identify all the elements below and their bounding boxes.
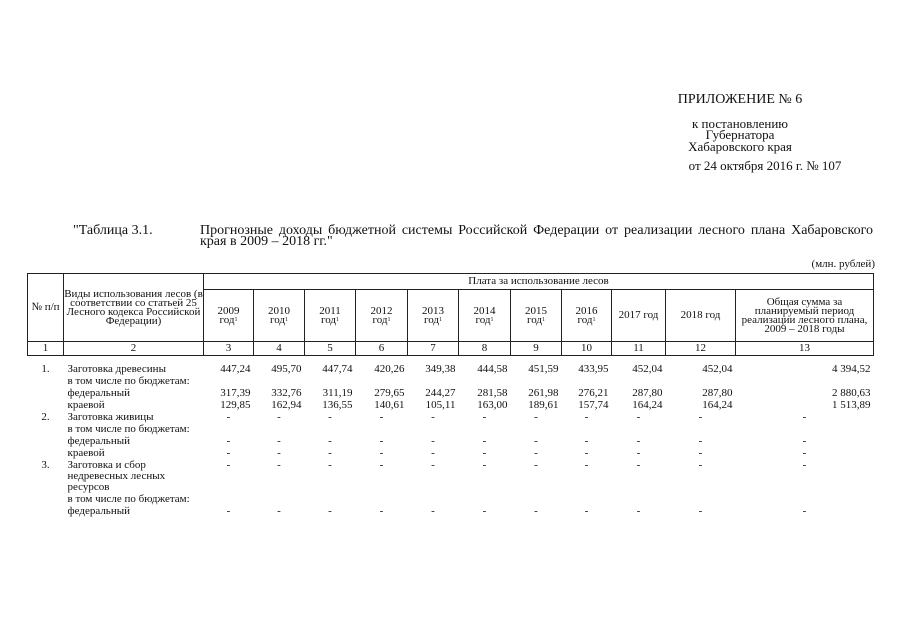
value-cell: 420,26 xyxy=(374,362,405,375)
value-cell: - xyxy=(698,458,703,471)
row-name: Заготовка древесины xyxy=(67,362,166,375)
total-cell xyxy=(736,423,874,435)
total-cell: - xyxy=(802,446,807,459)
table-caption-label: "Таблица 3.1. xyxy=(73,223,153,238)
appendix-line-to-resolution: к постановлению xyxy=(691,116,789,131)
row-number xyxy=(28,435,64,447)
row-name: краевой xyxy=(67,446,105,459)
units-label: (млн. рублей) xyxy=(811,258,875,270)
value-cell: - xyxy=(698,434,703,447)
value-cell: - xyxy=(277,458,281,471)
row-number xyxy=(28,505,64,517)
col-number: 9 xyxy=(511,342,562,356)
value-cell: - xyxy=(584,410,589,423)
total-cell xyxy=(736,375,874,387)
row-name: федеральный xyxy=(67,504,130,517)
value-cell: - xyxy=(698,446,703,459)
value-cell: - xyxy=(636,434,641,447)
value-cell: - xyxy=(482,446,487,459)
value-cell xyxy=(612,423,666,435)
table-row xyxy=(28,411,874,423)
value-cell xyxy=(254,493,305,505)
value-cell: 162,94 xyxy=(271,398,302,411)
col-header-year: 2016 год$^1$ xyxy=(562,290,612,342)
value-cell: 140,61 xyxy=(374,398,405,411)
col-number: 5 xyxy=(305,342,356,356)
row-number xyxy=(28,493,64,505)
value-cell: - xyxy=(328,504,332,517)
value-cell xyxy=(356,375,408,387)
value-cell: - xyxy=(277,504,281,517)
row-number: 1. xyxy=(41,362,50,375)
forest-revenue-table xyxy=(27,273,874,517)
value-cell: - xyxy=(482,434,487,447)
total-cell: - xyxy=(802,434,807,447)
table-row xyxy=(28,375,874,387)
value-cell: 447,24 xyxy=(220,362,251,375)
appendix-line-region: Хабаровского края xyxy=(688,139,792,154)
value-cell: - xyxy=(277,410,281,423)
value-cell xyxy=(459,493,511,505)
value-cell xyxy=(204,375,254,387)
row-number: 3. xyxy=(41,458,50,471)
value-cell: - xyxy=(379,434,384,447)
value-cell: - xyxy=(226,504,231,517)
value-cell: - xyxy=(482,458,487,471)
value-cell xyxy=(511,375,562,387)
value-cell: 279,65 xyxy=(374,386,405,399)
col-number: 10 xyxy=(562,342,612,356)
value-cell xyxy=(305,375,356,387)
row-name: в том числе по бюджетам: xyxy=(67,422,190,435)
value-cell: - xyxy=(698,410,703,423)
value-cell: 157,74 xyxy=(578,398,609,411)
row-name: федеральный xyxy=(67,386,130,399)
value-cell: - xyxy=(584,458,589,471)
col-number: 6 xyxy=(356,342,408,356)
value-cell xyxy=(562,423,612,435)
row-name: Заготовка и сбор недревесных лесных ресурсов xyxy=(67,458,166,493)
value-cell: 105,11 xyxy=(425,398,456,411)
value-cell: 287,80 xyxy=(702,386,733,399)
value-cell xyxy=(305,493,356,505)
total-cell: - xyxy=(802,410,807,423)
value-cell xyxy=(408,375,459,387)
value-cell: - xyxy=(482,504,487,517)
value-cell: 244,27 xyxy=(425,386,456,399)
value-cell: 317,39 xyxy=(220,386,251,399)
row-number: 2. xyxy=(41,410,50,423)
value-cell: 452,04 xyxy=(632,362,663,375)
table-row xyxy=(28,505,874,517)
total-cell xyxy=(736,493,874,505)
col-header-year: 2018 год xyxy=(666,290,736,342)
value-cell: 433,95 xyxy=(578,362,609,375)
value-cell: - xyxy=(534,446,538,459)
value-cell: 189,61 xyxy=(528,398,559,411)
total-cell: 4 394,52 xyxy=(832,362,871,375)
row-name: федеральный xyxy=(67,434,130,447)
appendix-title: ПРИЛОЖЕНИЕ № 6 xyxy=(677,92,803,107)
total-cell: - xyxy=(802,458,807,471)
value-cell xyxy=(666,423,736,435)
value-cell xyxy=(612,375,666,387)
table-row xyxy=(28,387,874,399)
row-name: краевой xyxy=(67,398,105,411)
value-cell: - xyxy=(431,504,435,517)
value-cell xyxy=(204,493,254,505)
col-header-year: 2009 год$^1$ xyxy=(204,290,254,342)
value-cell: - xyxy=(277,446,281,459)
col-header-total: Общая сумма за планируемый период реализации лесного плана, 2009 – 2018 годы xyxy=(736,290,874,342)
table-row xyxy=(28,493,874,505)
value-cell: - xyxy=(698,504,703,517)
table-row xyxy=(28,447,874,459)
value-cell: - xyxy=(226,446,231,459)
value-cell xyxy=(254,423,305,435)
table-row xyxy=(28,459,874,493)
value-cell xyxy=(459,375,511,387)
table-row xyxy=(28,363,874,375)
value-cell: - xyxy=(379,410,384,423)
col-number: 7 xyxy=(408,342,459,356)
appendix-line-governor: Губернатора xyxy=(705,127,775,142)
value-cell: - xyxy=(277,434,281,447)
value-cell: 261,98 xyxy=(528,386,559,399)
table-row xyxy=(28,435,874,447)
value-cell: - xyxy=(482,410,487,423)
value-cell xyxy=(511,493,562,505)
value-cell: 311,19 xyxy=(322,386,353,399)
value-cell xyxy=(562,493,612,505)
value-cell: - xyxy=(328,434,332,447)
value-cell xyxy=(408,493,459,505)
value-cell: - xyxy=(431,410,435,423)
row-number xyxy=(28,399,64,411)
row-name: в том числе по бюджетам: xyxy=(67,492,190,505)
value-cell: - xyxy=(636,458,641,471)
value-cell: - xyxy=(226,410,231,423)
row-number xyxy=(28,447,64,459)
col-header-group: Плата за использование лесов xyxy=(204,274,874,290)
value-cell: - xyxy=(328,410,332,423)
col-header-year: 2011 год$^1$ xyxy=(305,290,356,342)
value-cell: 444,58 xyxy=(477,362,508,375)
col-number: 4 xyxy=(254,342,305,356)
total-cell: - xyxy=(802,504,807,517)
value-cell: - xyxy=(226,458,231,471)
value-cell: - xyxy=(636,446,641,459)
value-cell: 349,38 xyxy=(425,362,456,375)
value-cell: 495,70 xyxy=(271,362,302,375)
col-number: 12 xyxy=(666,342,736,356)
value-cell xyxy=(204,423,254,435)
value-cell: 332,76 xyxy=(271,386,302,399)
value-cell: - xyxy=(636,410,641,423)
row-name: Заготовка живицы xyxy=(67,410,154,423)
value-cell xyxy=(612,493,666,505)
value-cell: - xyxy=(328,458,332,471)
col-number: 11 xyxy=(612,342,666,356)
value-cell: 164,24 xyxy=(702,398,733,411)
table-row xyxy=(28,399,874,411)
row-name: в том числе по бюджетам: xyxy=(67,374,190,387)
value-cell: - xyxy=(328,446,332,459)
value-cell xyxy=(356,493,408,505)
value-cell: - xyxy=(636,504,641,517)
table-row xyxy=(28,423,874,435)
total-cell: 1 513,89 xyxy=(832,398,871,411)
value-cell xyxy=(408,423,459,435)
col-number: 3 xyxy=(204,342,254,356)
value-cell: 276,21 xyxy=(578,386,609,399)
value-cell xyxy=(254,375,305,387)
value-cell: 451,59 xyxy=(528,362,559,375)
col-header-kind: Виды использования лесов (в соответствии со статьей 25 Лесного кодекса Российской Федерации) xyxy=(64,274,204,342)
table-caption-text: Прогнозные доходы бюджетной системы Российской Федерации от реализации лесного плана Хабаровского края в 2009 – 2018 гг." xyxy=(200,223,873,249)
value-cell: - xyxy=(534,504,538,517)
value-cell: - xyxy=(379,446,384,459)
value-cell: - xyxy=(584,504,589,517)
value-cell: - xyxy=(584,446,589,459)
value-cell: - xyxy=(584,434,589,447)
value-cell xyxy=(305,423,356,435)
value-cell: 164,24 xyxy=(632,398,663,411)
col-header-year: 2017 год xyxy=(612,290,666,342)
value-cell: - xyxy=(534,458,538,471)
value-cell: 281,58 xyxy=(477,386,508,399)
value-cell: 287,80 xyxy=(632,386,663,399)
value-cell: 136,55 xyxy=(322,398,353,411)
col-number: 2 xyxy=(64,342,204,356)
col-number: 8 xyxy=(459,342,511,356)
col-header-year: 2012 год$^1$ xyxy=(356,290,408,342)
row-number xyxy=(28,387,64,399)
col-header-no: № п/п xyxy=(28,274,64,342)
value-cell: - xyxy=(379,458,384,471)
total-cell: 2 880,63 xyxy=(832,386,871,399)
value-cell: 163,00 xyxy=(477,398,508,411)
value-cell: - xyxy=(431,446,435,459)
col-header-year: 2015 год$^1$ xyxy=(511,290,562,342)
value-cell: 452,04 xyxy=(702,362,733,375)
value-cell xyxy=(562,375,612,387)
col-header-year: 2014 год$^1$ xyxy=(459,290,511,342)
value-cell: - xyxy=(226,434,231,447)
value-cell: - xyxy=(431,458,435,471)
value-cell xyxy=(666,493,736,505)
value-cell xyxy=(666,375,736,387)
value-cell: - xyxy=(431,434,435,447)
row-number xyxy=(28,423,64,435)
value-cell xyxy=(356,423,408,435)
col-header-year: 2010 год$^1$ xyxy=(254,290,305,342)
value-cell: 129,85 xyxy=(220,398,251,411)
value-cell: 447,74 xyxy=(322,362,353,375)
appendix-date: от 24 октября 2016 г. № 107 xyxy=(688,158,842,173)
value-cell: - xyxy=(379,504,384,517)
value-cell xyxy=(511,423,562,435)
value-cell: - xyxy=(534,434,538,447)
col-header-year: 2013 год$^1$ xyxy=(408,290,459,342)
value-cell: - xyxy=(534,410,538,423)
col-number: 1 xyxy=(28,342,64,356)
row-number xyxy=(28,375,64,387)
col-number: 13 xyxy=(736,342,874,356)
value-cell xyxy=(459,423,511,435)
